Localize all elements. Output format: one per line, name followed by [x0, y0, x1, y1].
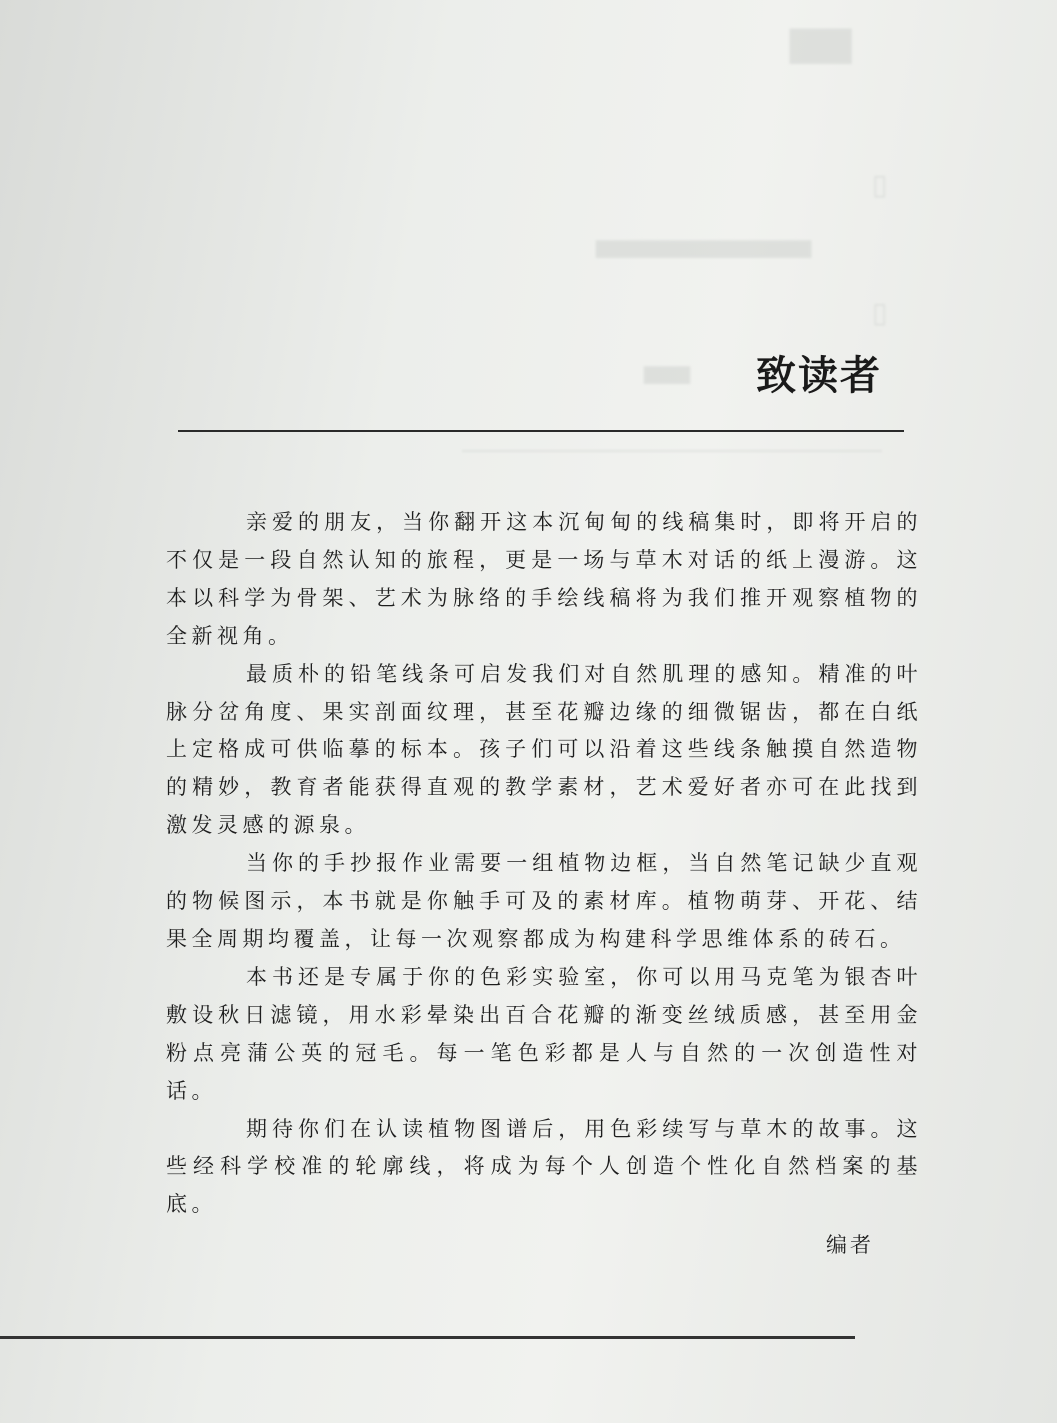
paragraph: 亲爱的朋友，当你翻开这本沉甸甸的线稿集时，即将开启的不仅是一段自然认知的旅程，更是一场与草木对话的纸上漫游。这本以科学为骨架、艺术为脉络的手绘线稿将为我们推开观察植物的全新视角。 — [166, 510, 922, 648]
show-through-line: ▆▆▆▆▆▆▆▆▆▆▆▆▆▆ — [596, 234, 812, 258]
show-through-line: ▆▆▆ — [644, 360, 691, 384]
paragraph: 本书还是专属于你的色彩实验室，你可以用马克笔为银杏叶敷设秋日滤镜，用水彩晕染出百合花瓣的渐变丝绒质感，甚至用金粉点亮蒲公英的冠毛。每一笔色彩都是人与自然的一次创造性对话。 — [166, 964, 922, 1103]
body-text — [166, 504, 922, 1224]
paragraph: 期待你们在认读植物图谱后，用色彩续写与草木的故事。这些经科学校准的轮廓线，将成为每个人创造个性化自然档案的基底。 — [166, 1116, 922, 1217]
page-title: 致读者 — [756, 353, 882, 399]
show-through-heading: ▆▆ — [790, 18, 852, 64]
title-divider — [178, 430, 904, 432]
show-through-mark: ▯ — [872, 296, 888, 329]
signature: 编者 — [826, 1233, 874, 1257]
show-through-line — [462, 450, 882, 452]
show-through-mark: ▯ — [872, 168, 888, 201]
paragraph: 当你的手抄报作业需要一组植物边框，当自然笔记缺少直观的物候图示，本书就是你触手可及的素材库。植物萌芽、开花、结果全周期均覆盖，让每一次观察都成为构建科学思维体系的砖石。 — [166, 851, 922, 951]
paragraph: 最质朴的铅笔线条可启发我们对自然肌理的感知。精准的叶脉分岔角度、果实剖面纹理，甚至花瓣边缘的细微锯齿，都在白纸上定格成可供临摹的标本。孩子们可以沿着这些线条触摸自然造物的精妙，教育者能获得直观的教学素材，艺术爱好者亦可在此找到激发灵感的源泉。 — [166, 661, 922, 838]
bottom-rule — [0, 1336, 855, 1339]
